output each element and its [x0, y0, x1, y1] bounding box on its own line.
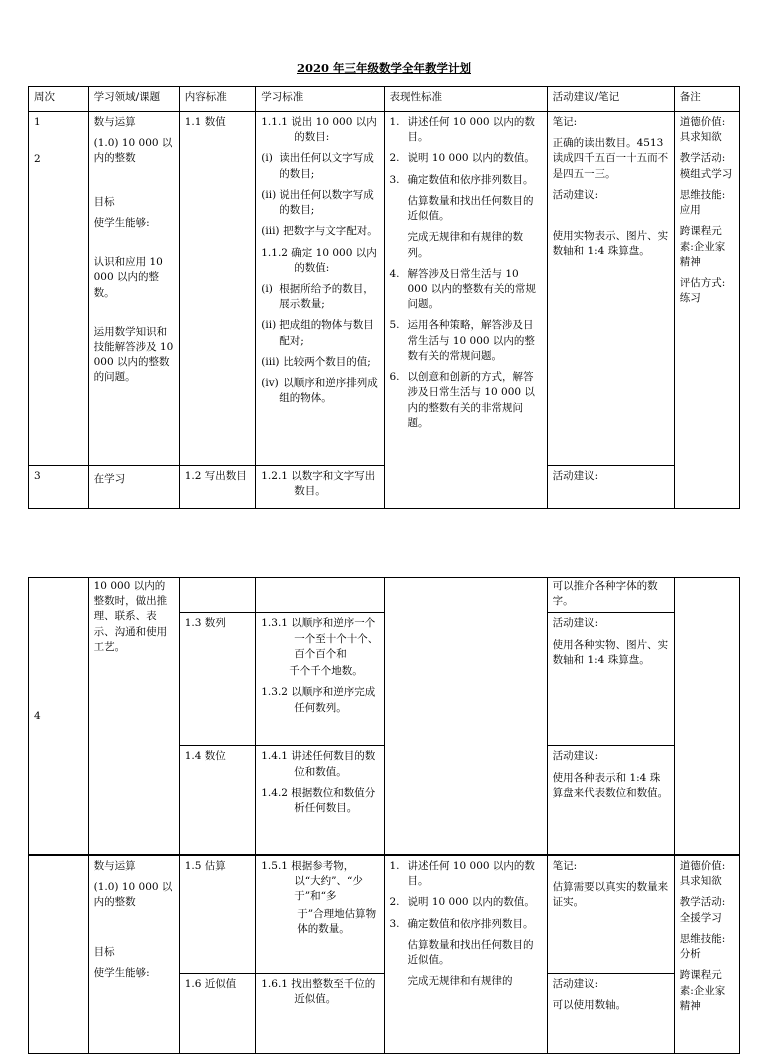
header-area: 学习领域/课题	[88, 87, 179, 112]
header-week: 周次	[29, 87, 89, 112]
note-label: 笔记:	[552, 116, 578, 128]
ls-item: 1.4.2 根据数位和数值分析任何数目。	[261, 786, 376, 815]
perf-num: 2.	[389, 152, 400, 165]
remark-text: 道德价值: 具求知欲	[679, 860, 726, 888]
activity-cell	[547, 856, 674, 974]
header-learning: 学习标准	[256, 87, 384, 112]
ls-num: (iii)	[261, 225, 280, 238]
ls-text: 把数字与文字配对。	[283, 225, 378, 238]
ls-text: 以顺序和逆序排列成组的物体。	[279, 377, 378, 405]
content-cell: 1.4 数位	[179, 746, 256, 855]
remark-text: 思维技能: 分析	[679, 932, 726, 961]
performance-cell	[384, 112, 547, 509]
activity-cell: 活动建议:	[547, 466, 674, 509]
perf-text: 确定数值和依序排列数目。	[407, 173, 534, 186]
remark-text: 教学活动: 模组式学习	[679, 152, 733, 180]
perf-text: 说明 10 000 以内的数值。	[407, 896, 535, 909]
learning-cell	[256, 856, 384, 974]
remark-text: 跨课程元素:企业家精神	[679, 225, 726, 268]
content-cell: 1.1 数值	[179, 112, 256, 466]
header-content: 内容标准	[179, 87, 256, 112]
area-text: (1.0) 10 000 以内的整数	[93, 881, 173, 909]
activity-cell: 可以推介各种字体的数字。	[547, 578, 674, 613]
ls-item: 于”合理地估算物体的数量。	[297, 907, 377, 935]
remark-cell	[674, 578, 739, 855]
week-2: 2	[34, 153, 41, 166]
perf-text: 解答涉及日常生活与 10 000 以内的整数有关的常规问题。	[407, 267, 536, 311]
perf-text: 讲述任何 10 000 以内的数目。	[407, 860, 535, 888]
plan-table-3	[28, 855, 740, 1054]
learning-cell	[256, 613, 384, 746]
area-text: 使学生能够:	[93, 966, 150, 979]
perf-text: 确定数值和依序排列数目。	[407, 917, 534, 930]
activity-label: 活动建议:	[552, 188, 599, 201]
plan-table-1	[28, 86, 740, 509]
week-cell: 3	[29, 466, 89, 509]
remark-text: 教学活动: 全援学习	[679, 896, 726, 924]
perf-num: 3.	[389, 173, 400, 186]
note-text: 是四五一三。	[552, 167, 616, 180]
ls-num: (ii)	[261, 188, 277, 201]
table-row	[29, 578, 740, 613]
ls-num: (i)	[261, 282, 273, 295]
activity-label: 活动建议:	[552, 750, 599, 763]
header-performance: 表现性标准	[384, 87, 547, 112]
table-row	[29, 856, 740, 974]
week-cell: 4	[29, 578, 89, 855]
header-remark: 备注	[674, 87, 739, 112]
ls-text: 读出任何以文字写成的数目;	[279, 152, 374, 180]
remark-text: 思维技能: 应用	[679, 188, 726, 217]
ls-num: (i)	[261, 152, 273, 165]
content-cell: 1.5 估算	[179, 856, 256, 974]
ls-item: 1.5.1 根据参考物，以“大约”、“少于”和“多	[261, 860, 363, 903]
area-text: 使学生能够:	[93, 216, 150, 229]
ls-item: 1.4.1 讲述任何数目的数位和数值。	[261, 750, 376, 778]
ls-text: 比较两个数目的值;	[283, 355, 371, 368]
ls-item: 1.1.2 确定 10 000 以内的数值:	[261, 246, 377, 274]
plan-table-2	[28, 577, 740, 855]
header-activity: 活动建议/笔记	[547, 87, 674, 112]
content-cell	[179, 578, 256, 613]
activity-cell	[547, 746, 674, 855]
area-cell	[88, 466, 179, 509]
note-text: 正确的读出数目。4513 读成四千五百一十五而不	[552, 137, 669, 165]
learning-cell	[256, 466, 384, 509]
table-row	[29, 112, 740, 466]
ls-item: 1.1.1 说出 10 000 以内的数目:	[261, 116, 377, 144]
area-text: 认识和应用 10 000 以内的整数。	[93, 256, 163, 299]
perf-num: 6.	[389, 371, 400, 384]
week-cell	[29, 112, 89, 466]
ls-text: 说出任何以数字写成的数目;	[279, 188, 374, 217]
perf-text: 讲述任何 10 000 以内的数目。	[407, 116, 535, 144]
ls-item: 1.6.1 找出整数至千位的近似值。	[261, 978, 376, 1006]
content-cell: 1.3 数列	[179, 613, 256, 746]
activity-cell	[547, 974, 674, 1054]
perf-text: 完成无规律和有规律的数列。	[407, 231, 523, 259]
ls-item: 千个千个地数。	[289, 665, 363, 678]
ls-text: 根据所给予的数目，展示数量;	[279, 282, 374, 311]
area-cell	[88, 112, 179, 466]
area-text: 目标	[93, 945, 115, 958]
learning-cell	[256, 746, 384, 855]
content-cell: 1.6 近似值	[179, 974, 256, 1054]
note-text: 估算需要以真实的数量来证实。	[552, 881, 669, 909]
area-text: 运用数学知识和技能解答涉及 10 000 以内的整数的问题。	[93, 325, 174, 384]
note-label: 笔记:	[552, 860, 578, 872]
content-cell: 1.2 写出数目	[179, 466, 256, 509]
area-text: 数与运算	[93, 860, 136, 872]
activity-text: 使用实物表示、图片、实数轴和 1:4 珠算盘。	[552, 230, 669, 258]
learning-cell	[256, 974, 384, 1054]
page-title: 2020 年三年级数学全年教学计划	[296, 61, 471, 75]
performance-cell	[384, 578, 547, 855]
perf-text: 估算数量和找出任何数目的近似值。	[407, 194, 534, 223]
remark-cell	[674, 112, 739, 509]
header-row	[29, 87, 740, 112]
perf-text: 以创意和创新的方式，解答涉及日常生活与 10 000 以内的整数有关的非常规问题。	[407, 371, 535, 429]
perf-text: 说明 10 000 以内的数值。	[407, 152, 535, 165]
ls-num: (iv)	[261, 377, 279, 390]
perf-num: 3.	[389, 917, 400, 930]
area-text: 数与运算	[93, 116, 136, 128]
ls-item: 1.3.2 以顺序和逆序完成任何数列。	[261, 686, 376, 714]
perf-text: 完成无规律和有规律的	[407, 975, 513, 988]
perf-text: 运用各种策略，解答涉及日常生活与 10 000 以内的整数有关的常规问题。	[407, 319, 535, 362]
perf-num: 2.	[389, 896, 400, 909]
learning-cell	[256, 112, 384, 466]
perf-num: 4.	[389, 267, 400, 280]
area-text: 目标	[93, 195, 115, 208]
ls-num: (iii)	[261, 355, 280, 368]
activity-label: 活动建议:	[552, 617, 599, 630]
ls-item: 1.3.1 以顺序和逆序一个一个至十个十个、百个百个和	[261, 617, 379, 660]
activity-text: 使用各种表示和 1:4 珠算盘来代表数位和数值。	[552, 771, 669, 799]
ls-text: 把成组的物体与数目配对;	[279, 319, 374, 347]
activity-text: 可以使用数轴。	[552, 999, 627, 1012]
activity-cell	[547, 613, 674, 746]
area-text: (1.0) 10 000 以内的整数	[93, 137, 173, 165]
ls-num: (ii)	[261, 319, 277, 332]
perf-num: 1.	[389, 860, 400, 872]
area-cell: 10 000 以内的整数时，做出推理、联系、表示、沟通和使用工艺。	[88, 578, 179, 855]
perf-num: 5.	[389, 319, 400, 332]
remark-text: 道德价值: 具求知欲	[679, 116, 726, 144]
week-1: 1	[34, 116, 41, 128]
perf-num: 1.	[389, 116, 400, 128]
area-text: 在学习	[93, 473, 126, 485]
ls-item: 1.2.1 以数字和文字写出数目。	[261, 470, 376, 498]
remark-text: 跨课程元素:企业家精神	[679, 969, 726, 1012]
perf-text: 估算数量和找出任何数目的近似值。	[407, 938, 534, 967]
activity-text: 使用各种实物、图片、实数轴和 1:4 珠算盘。	[552, 638, 669, 666]
activity-label: 活动建议:	[552, 978, 599, 990]
learning-cell	[256, 578, 384, 613]
activity-cell	[547, 112, 674, 466]
remark-text: 评估方式: 练习	[679, 276, 726, 305]
